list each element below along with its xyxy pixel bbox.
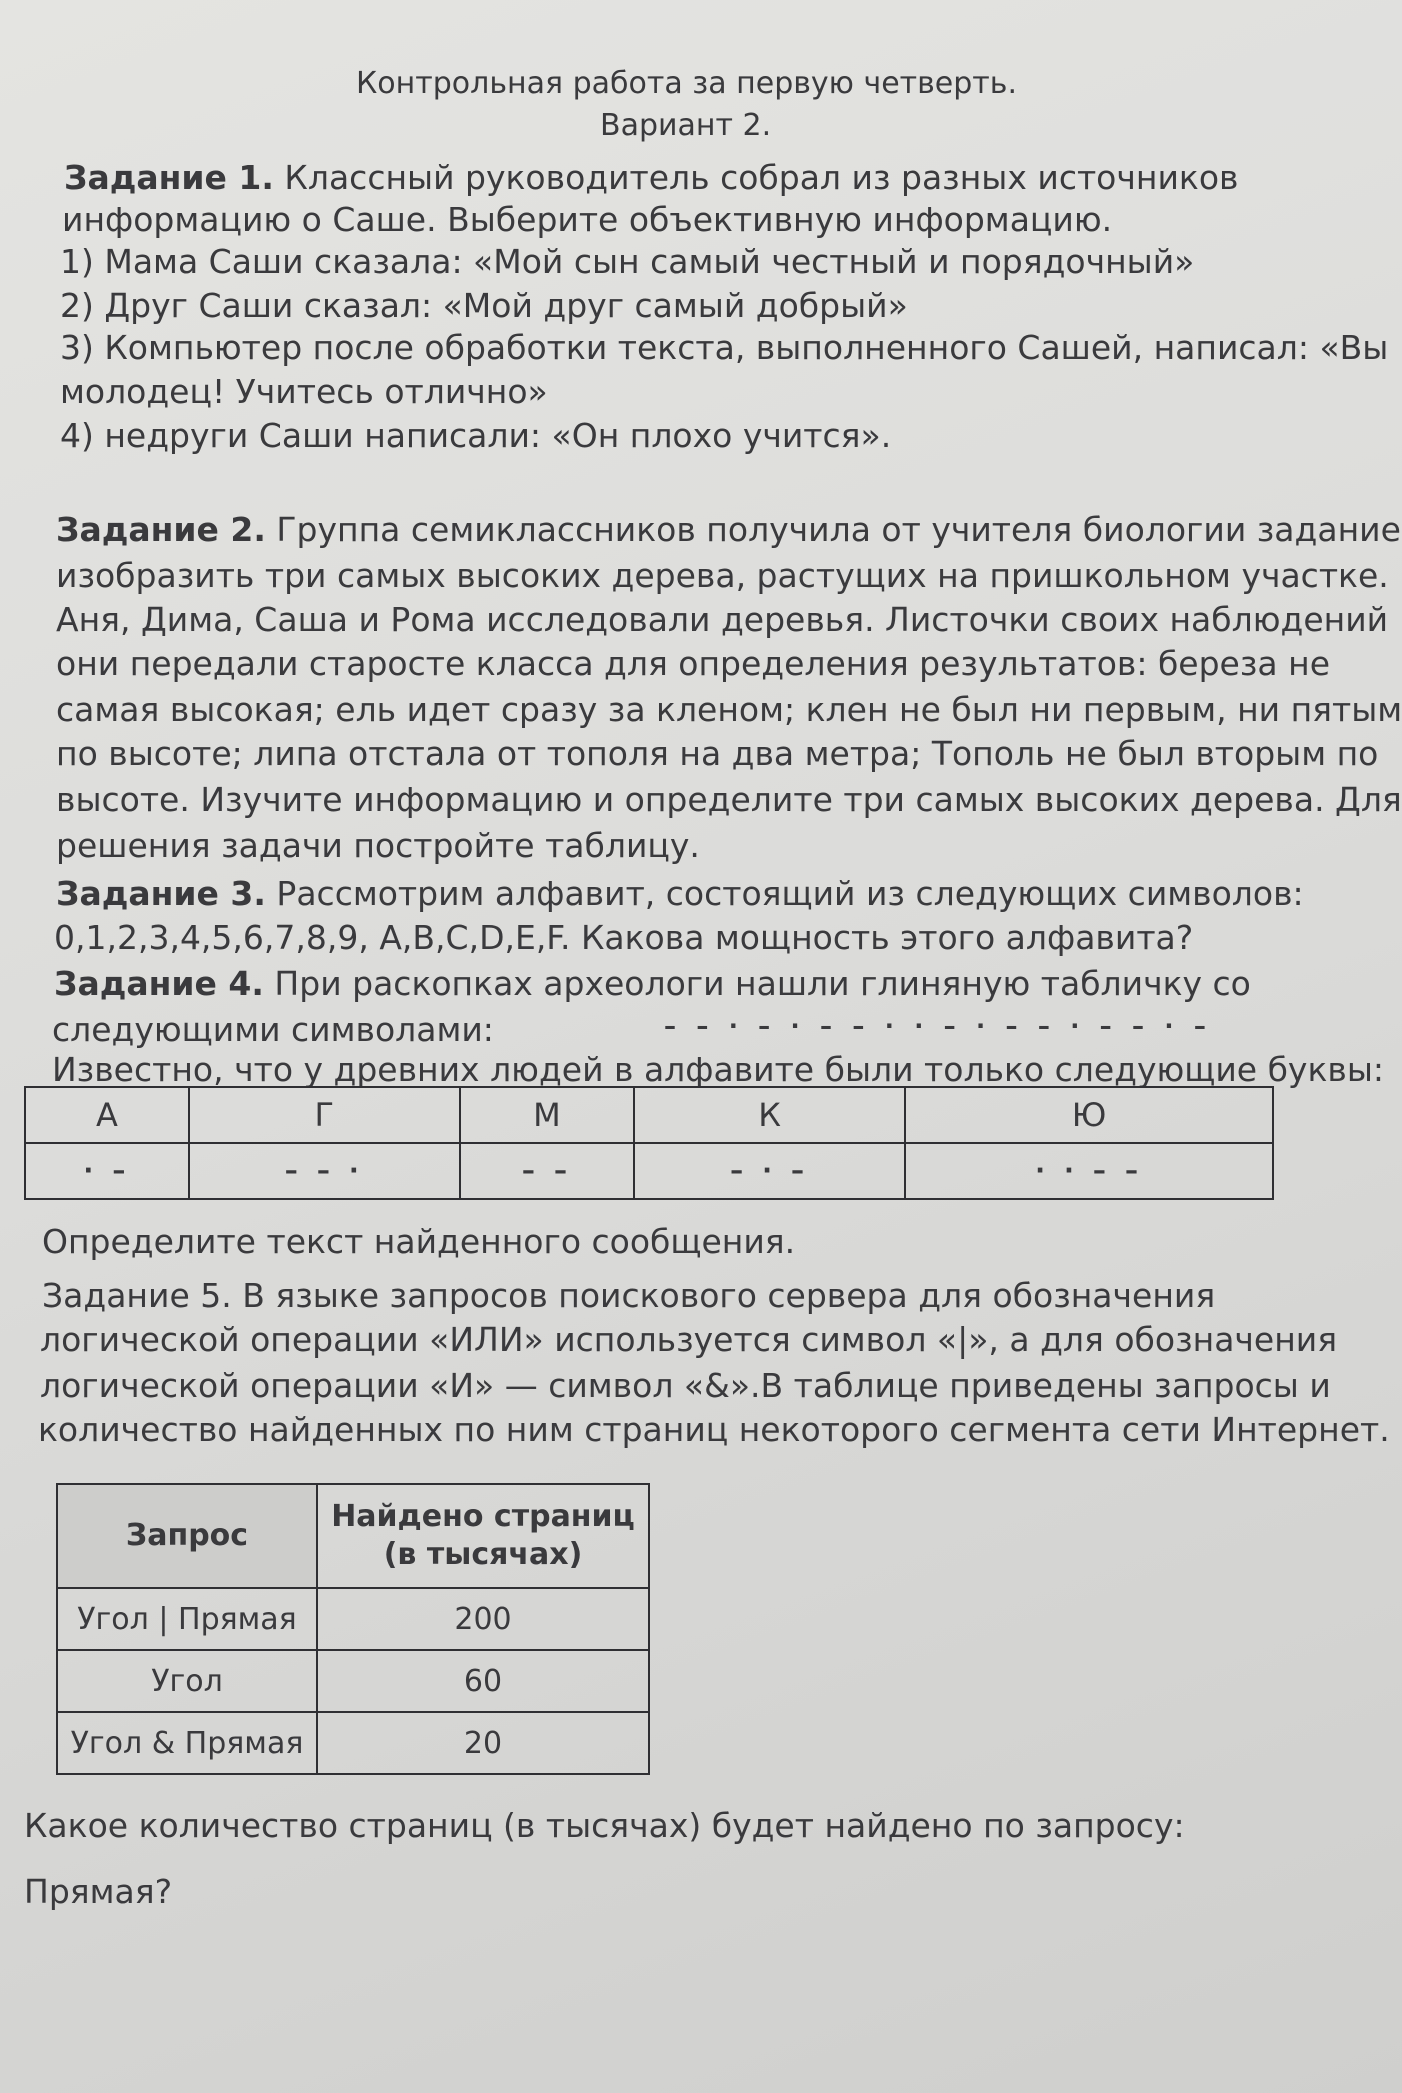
task2-text: Группа семиклассников получила от учителя биологии задание bbox=[265, 510, 1401, 549]
table-row bbox=[25, 1087, 1273, 1143]
found-cell: 20 bbox=[317, 1712, 649, 1774]
found-cell: 200 bbox=[317, 1588, 649, 1650]
task5-line: Задание 5. В языке запросов поискового сервера для обозначения bbox=[42, 1276, 1216, 1315]
task2-line: они передали старосте класса для определения результатов: береза не bbox=[56, 644, 1330, 683]
search-query-table bbox=[56, 1483, 650, 1775]
task1-option-2: 2) Друг Саши сказал: «Мой друг самый добрый» bbox=[60, 286, 908, 325]
task2-line1 bbox=[56, 510, 1401, 550]
task1-label: Задание 1. bbox=[64, 158, 274, 197]
table-code-cell: – – bbox=[460, 1143, 634, 1199]
task3-text: Рассмотрим алфавит, состоящий из следующих символов: bbox=[265, 874, 1304, 913]
table-row bbox=[57, 1588, 649, 1650]
table-row bbox=[57, 1650, 649, 1712]
task4-line3: Известно, что у древних людей в алфавите были только следующие буквы: bbox=[52, 1050, 1385, 1089]
task4-line2: следующими символами: bbox=[52, 1010, 494, 1049]
task1-option-3: 3) Компьютер после обработки текста, выполненного Сашей, написал: «Вы bbox=[60, 328, 1389, 367]
page-title: Контрольная работа за первую четверть. bbox=[356, 66, 1017, 101]
table-code-cell: – – · bbox=[189, 1143, 460, 1199]
table-code-cell: · · – – bbox=[905, 1143, 1273, 1199]
task4-line1 bbox=[54, 964, 1251, 1004]
task1-option-3-cont: молодец! Учитесь отлично» bbox=[60, 372, 548, 411]
task5-question-cont: Прямая? bbox=[24, 1872, 173, 1911]
table-header-cell: К bbox=[634, 1087, 905, 1143]
task2-line: самая высокая; ель идет сразу за кленом; клен не был ни первым, ни пятым bbox=[56, 690, 1402, 729]
task1-line2: информацию о Саше. Выберите объективную информацию. bbox=[62, 200, 1113, 239]
task4-text: При раскопках археологи нашли глиняную табличку со bbox=[263, 964, 1251, 1003]
task3-label: Задание 3. bbox=[56, 874, 266, 913]
variant-label: Вариант 2. bbox=[600, 108, 772, 143]
query-cell: Угол bbox=[57, 1650, 317, 1712]
task2-line: по высоте; липа отстала от тополя на два метра; Тополь не был вторым по bbox=[56, 734, 1379, 773]
task2-line: изобразить три самых высоких дерева, растущих на пришкольном участке. bbox=[56, 556, 1389, 595]
task2-line: высоте. Изучите информацию и определите три самых высоких дерева. Для bbox=[56, 780, 1402, 819]
column-header-found-line2: (в тысячах) bbox=[383, 1537, 583, 1572]
query-cell: Угол & Прямая bbox=[57, 1712, 317, 1774]
table-header-cell: Ю bbox=[905, 1087, 1273, 1143]
alphabet-code-table bbox=[24, 1086, 1274, 1200]
task5-line: логической операции «ИЛИ» используется символ «|», а для обозначения bbox=[40, 1320, 1338, 1359]
task2-label: Задание 2. bbox=[56, 510, 266, 549]
task3-line2: 0,1,2,3,4,5,6,7,8,9, A,B,C,D,E,F. Какова мощность этого алфавита? bbox=[54, 918, 1194, 957]
column-header-found bbox=[317, 1484, 649, 1588]
table-code-cell: · – bbox=[25, 1143, 189, 1199]
table-row bbox=[57, 1484, 649, 1588]
table-header-cell: Г bbox=[189, 1087, 460, 1143]
task1-option-1: 1) Мама Саши сказала: «Мой сын самый честный и порядочный» bbox=[60, 242, 1195, 281]
task4-label: Задание 4. bbox=[54, 964, 264, 1003]
task2-line: решения задачи постройте таблицу. bbox=[56, 826, 700, 865]
task5-line: количество найденных по ним страниц некоторого сегмента сети Интернет. bbox=[38, 1410, 1390, 1449]
task4-question: Определите текст найденного сообщения. bbox=[42, 1222, 796, 1261]
task3-line1 bbox=[56, 874, 1304, 914]
task1-option-4: 4) недруги Саши написали: «Он плохо учится». bbox=[60, 416, 892, 455]
column-header-query: Запрос bbox=[57, 1484, 317, 1588]
table-row bbox=[57, 1712, 649, 1774]
task5-question: Какое количество страниц (в тысячах) будет найдено по запросу: bbox=[24, 1806, 1185, 1845]
task5-line: логической операции «И» — символ «&».В таблице приведены запросы и bbox=[40, 1366, 1331, 1405]
table-header-cell: М bbox=[460, 1087, 634, 1143]
column-header-found-line1: Найдено страниц bbox=[331, 1499, 635, 1534]
table-row bbox=[25, 1143, 1273, 1199]
task1-text: Классный руководитель собрал из разных источников bbox=[273, 158, 1239, 197]
task1-line1 bbox=[64, 158, 1238, 198]
found-cell: 60 bbox=[317, 1650, 649, 1712]
clay-tablet-signals: – – · – · – – · · – · – – · – – · – bbox=[664, 1012, 1212, 1040]
table-code-cell: – · – bbox=[634, 1143, 905, 1199]
task2-line: Аня, Дима, Саша и Рома исследовали деревья. Листочки своих наблюдений bbox=[56, 600, 1389, 639]
table-header-cell: А bbox=[25, 1087, 189, 1143]
query-cell: Угол | Прямая bbox=[57, 1588, 317, 1650]
